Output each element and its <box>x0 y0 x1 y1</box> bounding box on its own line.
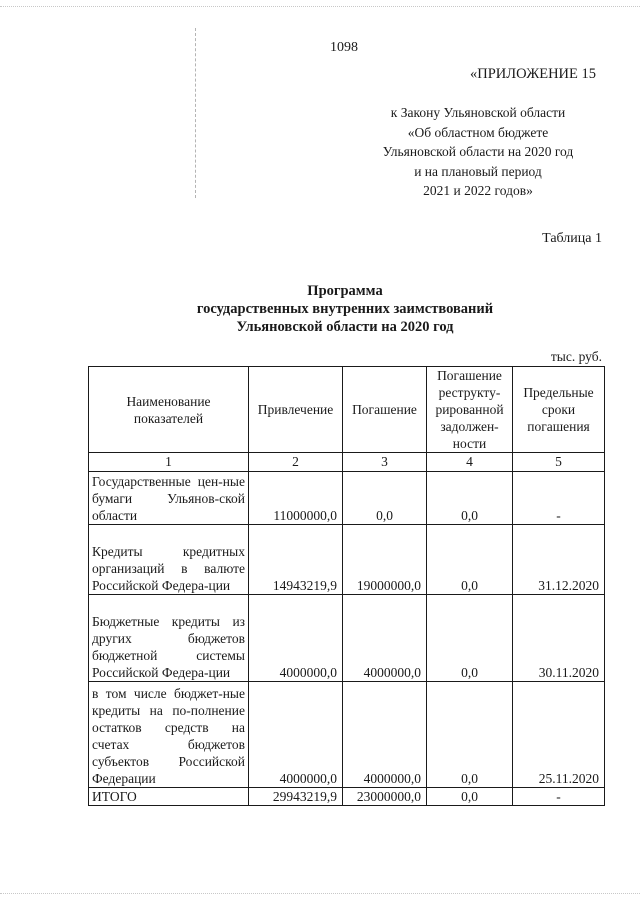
row-deadline: 31.12.2020 <box>513 525 605 595</box>
table-number: Таблица 1 <box>542 231 602 246</box>
column-header-name: Наименование показателей <box>89 367 249 453</box>
column-header-restructured: Погашение реструкту-рированной задолжен-ности <box>427 367 513 453</box>
scan-artifact-top <box>0 6 640 7</box>
table-row <box>89 595 605 682</box>
column-header-repayment: Погашение <box>343 367 427 453</box>
law-reference-line: Ульяновской области на 2020 год <box>382 144 574 159</box>
column-header-deadline: Предельные сроки погашения <box>513 367 605 453</box>
table-row <box>89 472 605 525</box>
law-reference <box>348 103 608 201</box>
document-title-line: государственных внутренних заимствований <box>196 301 494 317</box>
document-title-line: Ульяновской области на 2020 год <box>236 319 454 335</box>
law-reference-line: к Закону Ульяновской области <box>390 105 566 120</box>
total-restructured: 0,0 <box>427 788 513 806</box>
column-number: 1 <box>89 453 249 472</box>
row-name: Государственные цен-ные бумаги Ульянов-ской области <box>89 472 249 525</box>
row-restructured: 0,0 <box>427 595 513 682</box>
row-deadline: - <box>513 472 605 525</box>
borrowings-table <box>88 366 605 806</box>
column-header-attraction: Привлечение <box>249 367 343 453</box>
row-repayment: 4000000,0 <box>343 595 427 682</box>
table-header-row <box>89 367 605 453</box>
column-number: 5 <box>513 453 605 472</box>
total-name: ИТОГО <box>89 788 249 806</box>
row-repayment: 19000000,0 <box>343 525 427 595</box>
row-repayment: 4000000,0 <box>343 682 427 788</box>
scan-artifact-fold <box>195 28 196 198</box>
row-restructured: 0,0 <box>427 525 513 595</box>
law-reference-line: 2021 и 2022 годов» <box>423 183 533 198</box>
column-number: 3 <box>343 453 427 472</box>
law-reference-line: и на плановый период <box>414 163 542 179</box>
row-attraction: 4000000,0 <box>249 595 343 682</box>
table-row <box>89 525 605 595</box>
column-number-row <box>89 453 605 472</box>
scan-artifact-bottom <box>0 893 640 894</box>
document-title-line: Программа <box>307 283 383 299</box>
row-name: Бюджетные кредиты из других бюджетов бюджетной системы Российской Федера-ции <box>89 595 249 682</box>
row-restructured: 0,0 <box>427 682 513 788</box>
row-name: Кредиты кредитных организаций в валюте Российской Федера-ции <box>89 525 249 595</box>
row-restructured: 0,0 <box>427 472 513 525</box>
page-number: 1098 <box>330 40 358 55</box>
row-name: в том числе бюджет-ные кредиты на по-полнение остатков средств на счетах бюджетов субъектов Российской Федерации <box>89 682 249 788</box>
unit-label: тыс. руб. <box>550 349 602 364</box>
law-reference-line: «Об областном бюджете <box>407 124 549 140</box>
total-attraction: 29943219,9 <box>249 788 343 806</box>
row-deadline: 25.11.2020 <box>513 682 605 788</box>
document-title <box>88 282 602 336</box>
column-number: 4 <box>427 453 513 472</box>
total-deadline: - <box>513 788 605 806</box>
row-attraction: 4000000,0 <box>249 682 343 788</box>
total-repayment: 23000000,0 <box>343 788 427 806</box>
row-attraction: 11000000,0 <box>249 472 343 525</box>
column-number: 2 <box>249 453 343 472</box>
appendix-title: «ПРИЛОЖЕНИЕ 15 <box>470 66 596 82</box>
row-repayment: 0,0 <box>343 472 427 525</box>
table-row <box>89 682 605 788</box>
row-deadline: 30.11.2020 <box>513 595 605 682</box>
table-total-row <box>89 788 605 806</box>
row-attraction: 14943219,9 <box>249 525 343 595</box>
